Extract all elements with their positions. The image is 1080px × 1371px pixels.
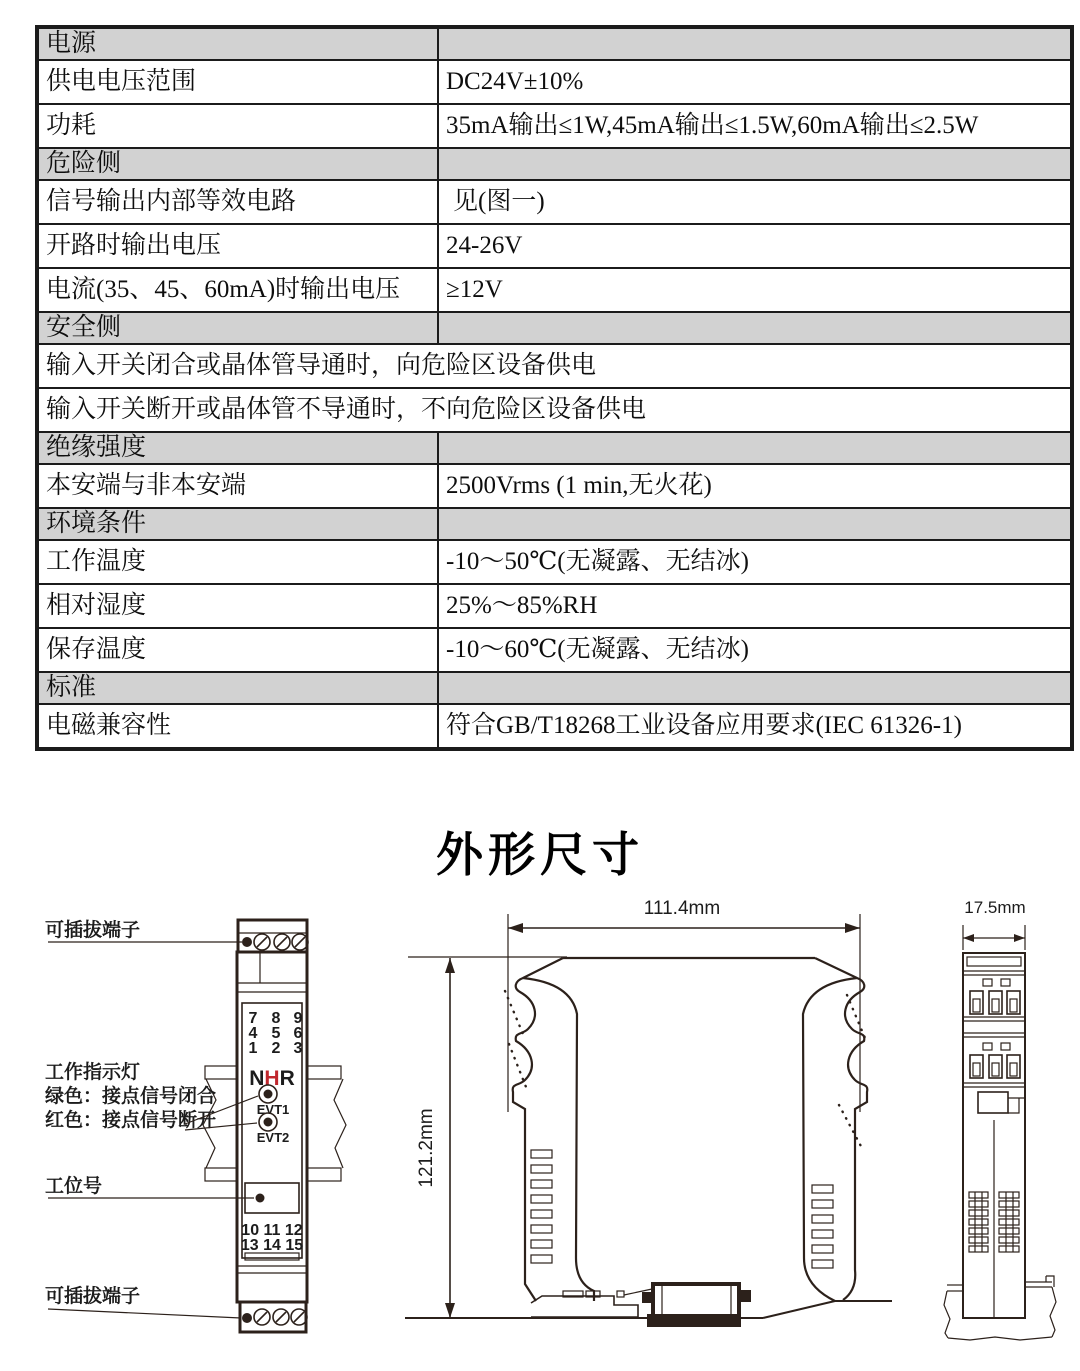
callout-top-terminal: 可插拔端子 — [45, 920, 141, 941]
table-row — [37, 104, 1072, 148]
vent-slots-left — [531, 1150, 552, 1263]
row-label: 开路时输出电压 — [37, 224, 438, 268]
row-label: 信号输出内部等效电路 — [37, 180, 438, 224]
terminal-numbers-bottom-2: 13 14 15 — [240, 1237, 304, 1254]
callout-indicator-title: 工作指示灯 — [45, 1062, 141, 1083]
row-value: ≥12V — [438, 268, 1072, 312]
nhr-logo: NHR — [249, 1067, 295, 1090]
table-row — [37, 704, 1072, 749]
callout-indicator-red: 红色：接点信号断开 — [45, 1110, 217, 1131]
row-label: 电流(35、45、60mA)时输出电压 — [37, 268, 438, 312]
section-label: 电源 — [37, 27, 438, 60]
num-5: 5 — [271, 1025, 281, 1042]
num-7: 7 — [248, 1010, 258, 1027]
table-row — [37, 628, 1072, 672]
row-value: 24-26V — [438, 224, 1072, 268]
depth-dimension — [963, 898, 1026, 950]
terminal-numbers-top — [249, 1010, 303, 1057]
row-value: -10～60℃(无凝露、无结冰) — [438, 628, 1072, 672]
height-dimension — [408, 957, 567, 1318]
row-label: 功耗 — [37, 104, 438, 148]
row-value: 见(图一) — [438, 180, 1072, 224]
row-value: -10～50℃(无凝露、无结冰) — [438, 540, 1072, 584]
table-row — [37, 464, 1072, 508]
height-dimension-label: 121.2mm — [416, 1108, 437, 1188]
table-row — [37, 388, 1072, 432]
page-title: 外形尺寸 — [436, 828, 644, 881]
num-6: 6 — [293, 1025, 303, 1042]
table-row — [37, 540, 1072, 584]
row-value: DC24V±10% — [438, 60, 1072, 104]
table-row — [37, 584, 1072, 628]
num-1: 1 — [248, 1040, 258, 1057]
row-label: 电磁兼容性 — [37, 704, 438, 749]
module-end — [963, 953, 1025, 1318]
callout-station: 工位号 — [45, 1176, 103, 1197]
table-row — [37, 60, 1072, 104]
table-row — [37, 224, 1072, 268]
side-view-drawing — [395, 890, 895, 1350]
callout-indicator-green: 绿色：接点信号闭合 — [45, 1086, 217, 1107]
row-value: 25%～85%RH — [438, 584, 1072, 628]
row-span-label: 输入开关断开或晶体管不导通时，不向危险区设备供电 — [37, 388, 1072, 432]
num-9: 9 — [293, 1010, 303, 1027]
row-label: 工作温度 — [37, 540, 438, 584]
section-label: 危险侧 — [37, 148, 438, 180]
section-label: 安全侧 — [37, 312, 438, 344]
section-label: 标准 — [37, 672, 438, 704]
table-section-row — [37, 312, 1072, 344]
table-row — [37, 180, 1072, 224]
module-side-profile — [405, 958, 892, 1327]
depth-dimension-label: 17.5mm — [964, 898, 1026, 917]
table-section-row — [37, 432, 1072, 464]
row-label: 相对湿度 — [37, 584, 438, 628]
num-8: 8 — [271, 1010, 281, 1027]
row-label: 本安端与非本安端 — [37, 464, 438, 508]
table-row — [37, 344, 1072, 388]
callout-bottom-terminal: 可插拔端子 — [45, 1286, 141, 1307]
row-value: 符合GB/T18268工业设备应用要求(IEC 61326-1) — [438, 704, 1072, 749]
callouts — [45, 918, 258, 1318]
num-2: 2 — [271, 1040, 281, 1057]
module-front — [237, 920, 308, 1332]
row-value: 35mA输出≤1W,45mA输出≤1.5W,60mA输出≤2.5W — [438, 104, 1072, 148]
row-label: 供电电压范围 — [37, 60, 438, 104]
din-clip-buckle — [642, 1284, 751, 1327]
table-section-row — [37, 148, 1072, 180]
led-evt1-label: EVT1 — [256, 1102, 290, 1117]
num-3: 3 — [293, 1040, 303, 1057]
row-value: 2500Vrms (1 min,无火花) — [438, 464, 1072, 508]
section-label: 环境条件 — [37, 508, 438, 540]
table-section-row — [37, 508, 1072, 540]
row-label: 保存温度 — [37, 628, 438, 672]
front-view-drawing — [35, 895, 360, 1360]
led-evt2-label: EVT2 — [256, 1130, 290, 1145]
vent-slots-right — [812, 1185, 833, 1268]
end-view-drawing — [935, 895, 1065, 1350]
table-row — [37, 268, 1072, 312]
spec-table — [35, 25, 1074, 751]
row-span-label: 输入开关闭合或晶体管导通时，向危险区设备供电 — [37, 344, 1072, 388]
terminal-numbers-bottom-1: 10 11 12 — [241, 1222, 303, 1239]
spec-table-wrap — [35, 25, 1074, 751]
table-section-row — [37, 672, 1072, 704]
section-label: 绝缘强度 — [37, 432, 438, 464]
width-dimension-label: 111.4mm — [643, 898, 721, 919]
table-section-row — [37, 27, 1072, 60]
num-4: 4 — [248, 1025, 258, 1042]
